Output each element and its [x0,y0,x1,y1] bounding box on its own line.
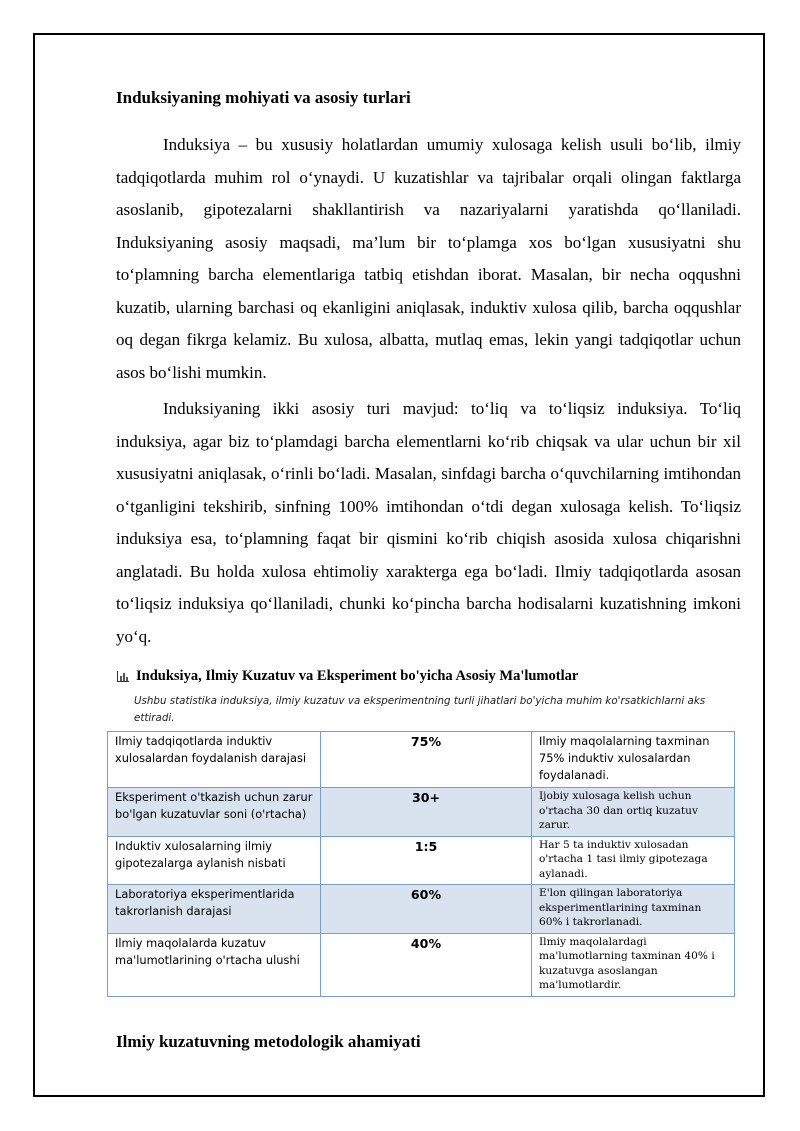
row-label: Eksperiment o'tkazish uchun zarur bo'lgan kuzatuvlar soni (o'rtacha) [108,788,321,837]
row-note: Ilmiy maqolalardagi ma'lumotlarning taxminan 40% i kuzatuvga asoslangan ma'lumotlardir. [532,933,735,996]
row-note: E'lon qilingan laboratoriya eksperimentlarining taxminan 60% i takrorlanadi. [532,885,735,934]
section-heading: Induksiyaning mohiyati va asosiy turlari [116,88,411,107]
row-label: Induktiv xulosalarning ilmiy gipotezalarga aylanish nisbati [108,836,321,885]
section-heading-2: Ilmiy kuzatuvning metodologik ahamiyati [116,1032,421,1051]
table-row [108,836,735,885]
row-value: 75% [321,732,532,788]
row-value: 30+ [321,788,532,837]
table-title-text: Induksiya, Ilmiy Kuzatuv va Eksperiment bo'yicha Asosiy Ma'lumotlar [136,668,579,684]
row-label: Ilmiy tadqiqotlarda induktiv xulosalardan foydalanish darajasi [108,732,321,788]
row-value: 1:5 [321,836,532,885]
row-note: Ijobiy xulosaga kelish uchun o'rtacha 30 dan ortiq kuzatuv zarur. [532,788,735,837]
table-row [108,885,735,934]
table-title [116,668,741,685]
paragraph-induction-definition: Induksiya – bu xususiy holatlardan umumiy xulosaga kelish usuli bo‘lib, ilmiy tadqiqotlarda muhim rol o‘ynaydi. U kuzatishlar va tajribalar orqali olingan faktlarga asoslanib, gipotezalarni shakllantirish va nazariyalarni yaratishda qo‘llaniladi. Induksiyaning asosiy maqsadi, ma’lum bir to‘plamga xos bo‘lgan xususiyatni shu to‘plamning barcha elementlariga tatbiq etishdan iborat. Masalan, bir necha oqqushni kuzatib, ularning barchasi oq ekanligini aniqlasak, induktiv xulosa qilib, barcha oqqushlar oq degan fikrga kelamiz. Bu xulosa, albatta, mutlaq emas, lekin yangi tadqiqotlar uchun asos bo‘lishi mumkin. [116,135,741,382]
table-row [108,732,735,788]
table-caption: Ushbu statistika induksiya, ilmiy kuzatuv va eksperimentning turli jihatlari bo'yicha muhim ko'rsatkichlarni aks ettiradi. [134,695,706,724]
row-value: 40% [321,933,532,996]
page-content [116,88,741,997]
row-label: Ilmiy maqolalarda kuzatuv ma'lumotlarining o'rtacha ulushi [108,933,321,996]
row-value: 60% [321,885,532,934]
table-row [108,788,735,837]
bar-chart-icon [116,670,130,683]
statistics-table [107,731,735,997]
paragraph-induction-types: Induksiyaning ikki asosiy turi mavjud: to‘liq va to‘liqsiz induksiya. To‘liq induksiya, agar biz to‘plamdagi barcha elementlarni ko‘rib chiqsak va ular uchun bir xil xususiyatni aniqlasak, o‘rinli bo‘ladi. Masalan, sinfdagi barcha o‘quvchilarning imtihondan o‘tganligini tekshirib, sinfning 100% imtihondan o‘tdi degan xulosaga kelish. To‘liqsiz induksiya esa, to‘plamning faqat bir qismini ko‘rib chiqish asosida xulosa chiqarishni anglatadi. Bu holda xulosa ehtimoliy xarakterga ega bo‘ladi. Ilmiy tadqiqotlarda asosan to‘liqsiz induksiya qo‘llaniladi, chunki ko‘pincha barcha hodisalarni kuzatishning imkoni yo‘q. [116,399,741,646]
row-label: Laboratoriya eksperimentlarida takrorlanish darajasi [108,885,321,934]
row-note: Har 5 ta induktiv xulosadan o'rtacha 1 tasi ilmiy gipotezaga aylanadi. [532,836,735,885]
table-row [108,933,735,996]
row-note: Ilmiy maqolalarning taxminan 75% induktiv xulosalardan foydalanadi. [532,732,735,788]
